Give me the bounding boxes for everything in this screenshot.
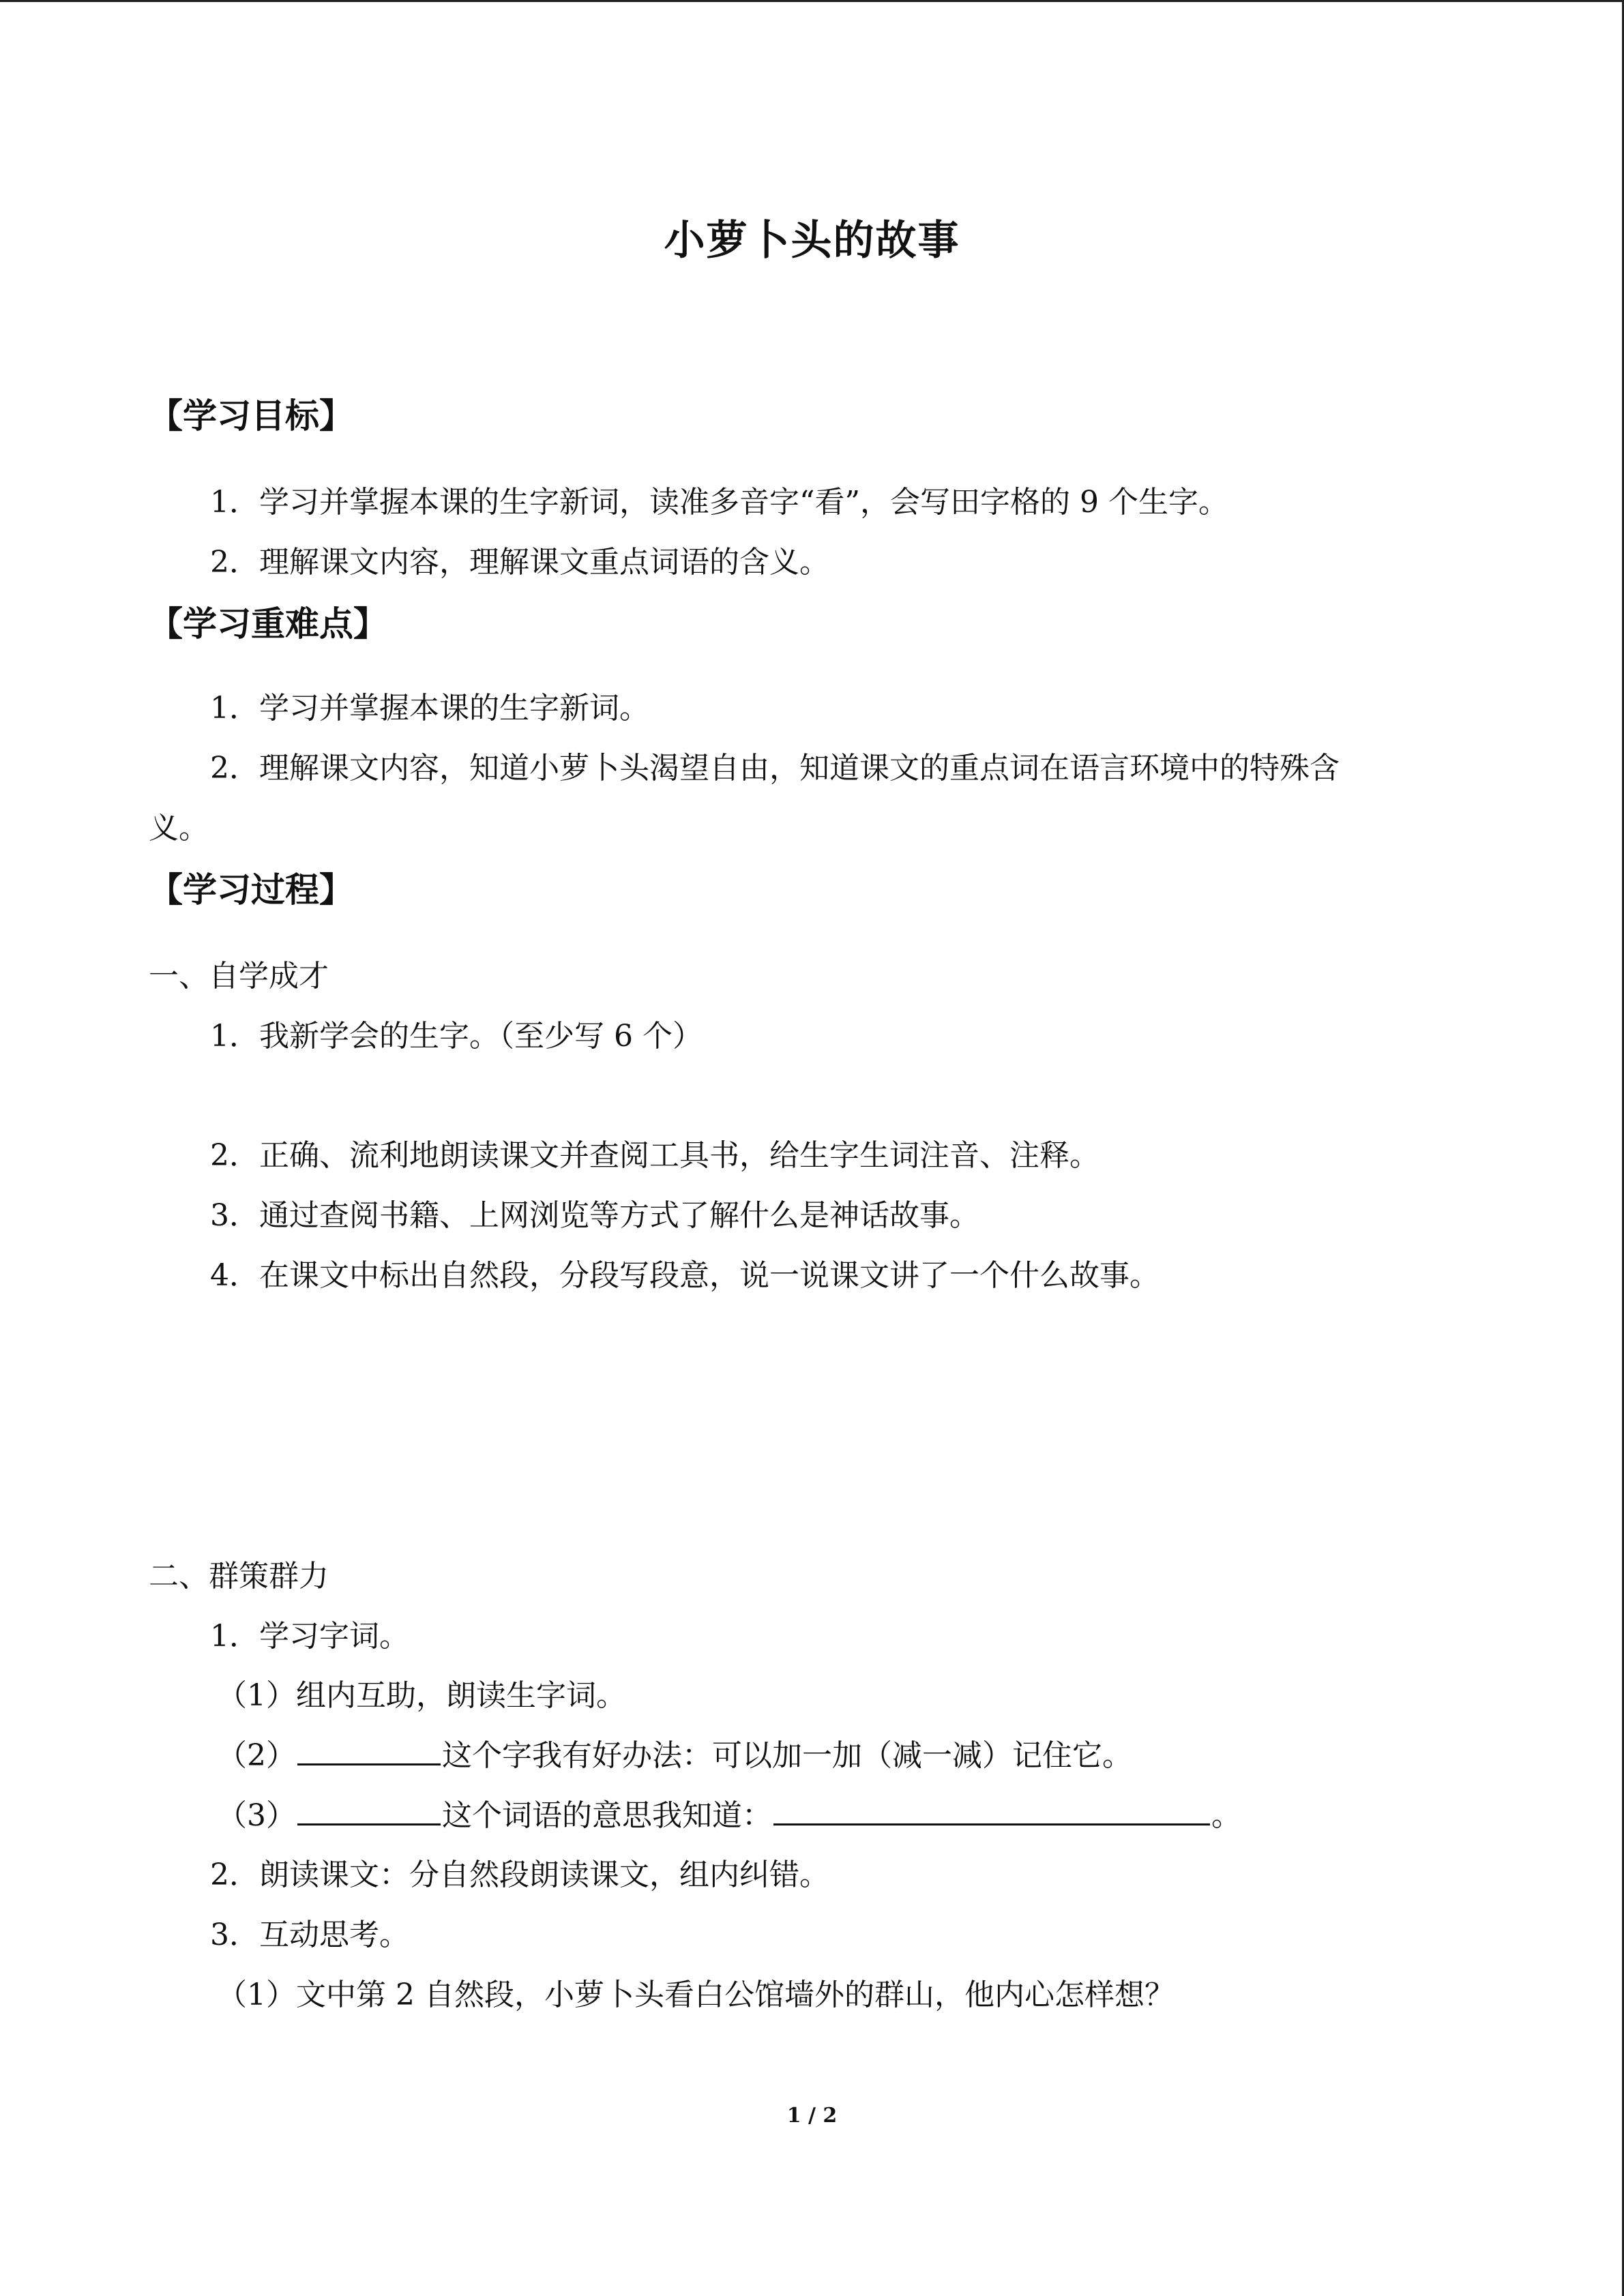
key-item-1: 1．学习并掌握本课的生字新词。: [210, 691, 649, 726]
part2-heading: 二、群策群力: [149, 1559, 329, 1594]
page-number: 1 / 2: [786, 2104, 838, 2128]
part1-heading: 一、自学成才: [149, 959, 329, 994]
part2-sub-3-prefix: （3）: [217, 1798, 296, 1833]
part2-sub-3-suffix: 。: [1211, 1798, 1241, 1833]
page-title: 小萝卜头的故事: [664, 217, 960, 265]
part1-item-3: 3．通过查阅书籍、上网浏览等方式了解什么是神话故事。: [210, 1198, 979, 1233]
key-item-2: 2．理解课文内容，知道小萝卜头渴望自由，知道课文的重点词在语言环境中的特殊含: [210, 751, 1340, 786]
part2-sub-2-suffix: 这个字我有好办法：可以加一加（减一减）记住它。: [442, 1738, 1132, 1773]
part2-sub-3: [217, 1791, 1241, 1834]
page-top-border: [0, 0, 1624, 4]
fill-blank-meaning[interactable]: [773, 1823, 1210, 1825]
part2-sub-4: （1）文中第 2 自然段，小萝卜头看白公馆墙外的群山，他内心怎样想？: [217, 1978, 1175, 2012]
goal-item-1: 1．学习并掌握本课的生字新词，读准多音字“看”，会写田字格的 9 个生字。: [210, 485, 1228, 520]
goals-heading: 【学习目标】: [149, 396, 353, 436]
part2-sub-3-middle: 这个词语的意思我知道：: [442, 1798, 772, 1833]
part2-sub-2-prefix: （2）: [217, 1738, 296, 1773]
key-item-2-cont: 义。: [149, 811, 209, 846]
part1-item-4: 4．在课文中标出自然段，分段写段意，说一说课文讲了一个什么故事。: [210, 1258, 1160, 1293]
goal-item-2: 2．理解课文内容，理解课文重点词语的含义。: [210, 545, 829, 580]
key-heading: 【学习重难点】: [149, 603, 387, 644]
part2-sub-1: （1）组内互助，朗读生字词。: [217, 1678, 626, 1713]
part1-item-1: 1．我新学会的生字。（至少写 6 个）: [210, 1019, 703, 1054]
part2-item-2: 2．朗读课文：分自然段朗读课文，组内纠错。: [210, 1858, 829, 1892]
fill-blank-word[interactable]: [297, 1823, 441, 1825]
process-heading: 【学习过程】: [149, 869, 353, 910]
fill-blank-char[interactable]: [297, 1763, 441, 1765]
part2-item-1: 1．学习字词。: [210, 1619, 409, 1654]
part2-sub-2: [217, 1731, 1132, 1774]
part2-item-3: 3．互动思考。: [210, 1918, 409, 1952]
part1-item-2: 2．正确、流利地朗读课文并查阅工具书，给生字生词注音、注释。: [210, 1138, 1099, 1173]
